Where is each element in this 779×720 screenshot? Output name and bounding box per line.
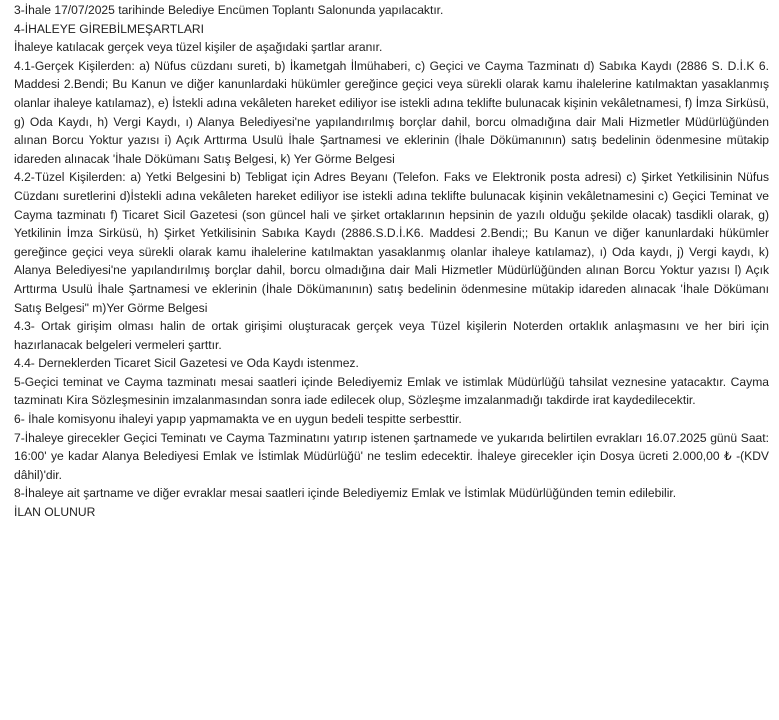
closing-announcement: İLAN OLUNUR [14, 505, 96, 520]
paragraph-4-2-legal-entities: 4.2-Tüzel Kişilerden: a) Yetki Belgesini b) Tebligat için Adres Beyanı (Telefon. Faks ve Elektronik posta adresi) c) Şirket Yetkilisinin Nüfus Cüzdanı suretlerini d)İstekli adına vekâleten hareket ediliyor ise istekli adına teklifte bulunacak kişinin vekâletnamesini c) Geçici Teminat ve Cayma tazminatı f) Ticaret Sicil Gazetesi (son güncel hali ve şirket ortaklarının hepsinin de yazılı olduğu şekilde olacak) tasdikli olarak, g) Yetkilinin İmza Sirküsü, h) Şirket Yetkilisinin Sabıka Kaydı (2886.S.D.İ.K6. Maddesi 2.Bendi;; Bu Kanun ve diğer kanunlardaki hükümler gereğince geçici veya sürekli olarak kamu ihalelerine katılmaktan yasaklanmış olanlar ihaleye katılamaz), ı) Oda kaydı, j) Vergi kaydı, k) Alanya Belediyesi'ne yapılandırılmış borçlar dahil, borcu olmadığına dair Mali Hizmetler Müdürlüğünden alınan Borcu Yoktur yazısı l) Açık Arttırma Usulü İhale Şartnamesi ve eklerinin (İhale Dökümanının) satış bedelinin ödenmesine mütakip idareden alınacak 'İhale Dökümanı Satış Belgesi" m)Yer Görme Belgesi [14, 170, 769, 315]
paragraph-5-guarantee: 5-Geçici teminat ve Cayma tazminatı mesai saatleri içinde Belediyemiz Emlak ve istimlak Müdürlüğü tahsilat veznesine yatacaktır. Cayma tazminatı Kira Sözleşmesinin imzalanmasından sonra iade edilecek olup, Sözleşme imzalanmadığı takdirde irat kaydedilecektir. [14, 374, 769, 408]
paragraph-8-specifications: 8-İhaleye ait şartname ve diğer evraklar mesai saatleri içinde Belediyemiz Emlak ve İstimlak Müdürlüğünden temin edilebilir. [14, 486, 677, 501]
paragraph-3-auction-date: 3-İhale 17/07/2025 tarihinde Belediye Encümen Toplantı Salonunda yapılacaktır. [14, 3, 444, 17]
paragraph-4-1-individuals: 4.1-Gerçek Kişilerden: a) Nüfus cüzdanı sureti, b) İkametgah İlmühaberi, c) Geçici ve Cayma Tazminatı d) Sabıka Kaydı (2886 S. D.İ.K 6. Maddesi 2.Bendi; Bu Kanun ve diğer kanunlardaki hükümler gereğince geçici veya sürekli olarak kamu ihalelerine katılmaktan yasaklanmış olanlar ihaleye katılamaz), e) İstekli adına vekâleten hareket ediliyor ise istekli adına teklifte bulunacak kişinin vekâletnamesi, f) İmza Sirküsü, g) Oda Kaydı, h) Vergi Kaydı, ı) Alanya Belediyesi'ne yapılandırılmış borçlar dahil, borcu olmadığına dair Mali Hizmetler Müdürlüğünden alınan Borcu Yoktur yazısı i) Açık Arttırma Usulü İhale Şartnamesi ve eklerinin (İhale Dökümanının) satış bedelinin ödenmesine mütakip idareden alınacak 'İhale Dökümanı Satış Belgesi, k) Yer Görme Belgesi [14, 58, 769, 166]
paragraph-4-3-joint-venture: 4.3- Ortak girişim olması halin de ortak girişimi oluşturacak gerçek veya Tüzel kişilerin Noterden ortaklık anlaşmasını ve her biri için hazırlanacak belgeleri vermeleri şarttır. [14, 319, 769, 352]
paragraph-6-commission: 6- İhale komisyonu ihaleyi yapıp yapmamakta ve en uygun bedeli tespitte serbesttir. [14, 412, 462, 427]
paragraph-4-4-associations: 4.4- Derneklerden Ticaret Sicil Gazetesi ve Oda Kaydı istenmez. [14, 356, 359, 371]
paragraph-eligibility-intro: İhaleye katılacak gerçek veya tüzel kişiler de aşağıdaki şartlar aranır. [14, 40, 383, 55]
section-heading-eligibility: 4-İHALEYE GİREBİLMEŞARTLARI [14, 21, 204, 36]
paragraph-7-deadline: 7-İhaleye girecekler Geçici Teminatı ve Cayma Tazminatını yatırıp istenen şartnamede ve yukarıda belirtilen evrakları 16.07.2025 günü Saat: 16:00' ye kadar Alanya Belediyesi Emlak ve İstimlak Müdürlüğü' ne teslim edecektir. İhaleye girecekler için Dosya ücreti 2.000,00 ₺ -(KDV dâhil)'dir. [14, 430, 769, 482]
